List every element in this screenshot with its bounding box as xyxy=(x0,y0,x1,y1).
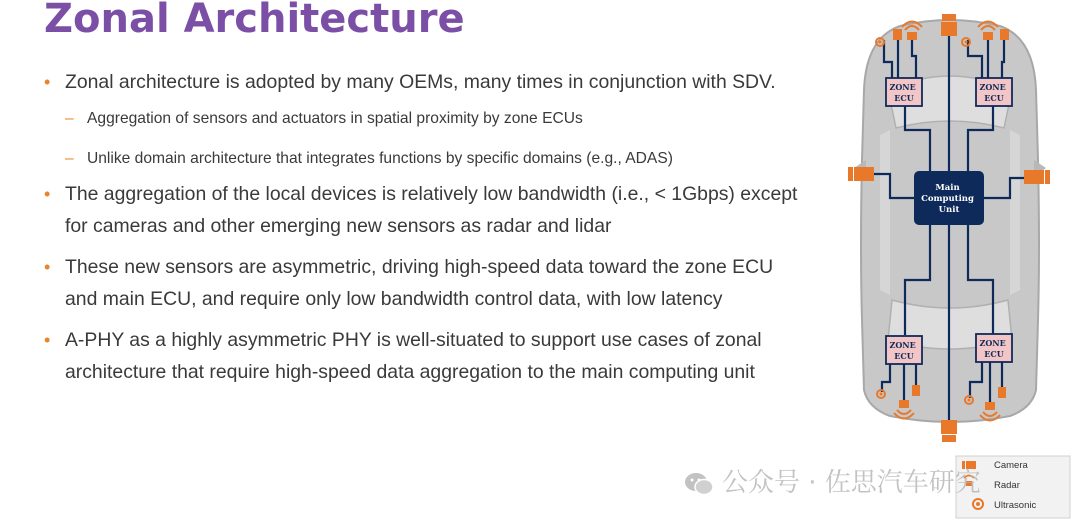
main-unit-label-3: Unit xyxy=(938,205,960,215)
legend-radar-label: Radar xyxy=(994,480,1020,491)
right-camera-icon xyxy=(1024,170,1050,184)
cabin-left xyxy=(880,130,890,295)
bullet-item: • These new sensors are asymmetric, driving high-speed data toward the zone ECU and main ECU, and require only low bandwidth control data, with low latency xyxy=(44,251,804,315)
sub-bullet-item: – Aggregation of sensors and actuators in spatial proximity by zone ECUs xyxy=(44,107,804,131)
zone-ecu-front-left xyxy=(886,78,922,106)
legend-camera-label: Camera xyxy=(994,460,1028,471)
watermark xyxy=(684,462,981,499)
main-unit-label-1: Main xyxy=(935,183,960,193)
bullet-item: • Zonal architecture is adopted by many OEMs, many times in conjunction with SDV. xyxy=(44,66,804,98)
camera-icon xyxy=(1000,29,1009,40)
bullet-item: • The aggregation of the local devices is relatively low bandwidth (i.e., < 1Gbps) except for cameras and other emerging new sensors as radar and lidar xyxy=(44,178,804,242)
watermark-text: 公众号 · 佐思汽车研究 xyxy=(722,468,981,498)
camera-icon xyxy=(998,387,1006,398)
svg-text:ZONE ECU: ZONE ECU xyxy=(889,340,916,361)
bullet-item: • A-PHY as a highly asymmetric PHY is well-situated to support use cases of zonal architecture that require high-speed data aggregation to the main computing unit xyxy=(44,324,804,388)
cabin-right xyxy=(1010,130,1020,295)
camera-icon xyxy=(893,29,902,40)
zone-ecu-rear-right xyxy=(976,334,1012,362)
rear-camera-icon xyxy=(941,420,957,442)
zone-ecu-rear-left xyxy=(886,336,922,364)
wechat-icon xyxy=(684,471,714,497)
main-unit-label-2: Computing xyxy=(921,194,974,204)
svg-text:ZONE ECU: ZONE ECU xyxy=(979,338,1006,359)
bullet-list xyxy=(44,66,804,388)
slide-title: Zonal Architecture xyxy=(44,0,465,42)
sub-bullet-item: – Unlike domain architecture that integrates functions by specific domains (e.g., ADAS) xyxy=(44,147,804,171)
camera-icon xyxy=(912,385,920,396)
front-camera-icon xyxy=(941,14,957,36)
zone-ecu-front-right xyxy=(976,78,1012,106)
left-camera-icon xyxy=(848,167,874,181)
legend-ultrasonic-label: Ultrasonic xyxy=(994,500,1037,511)
svg-text:ZONE ECU: ZONE ECU xyxy=(979,82,1006,103)
zonal-architecture-diagram xyxy=(830,8,1080,524)
svg-text:ZONE ECU: ZONE ECU xyxy=(889,82,916,103)
